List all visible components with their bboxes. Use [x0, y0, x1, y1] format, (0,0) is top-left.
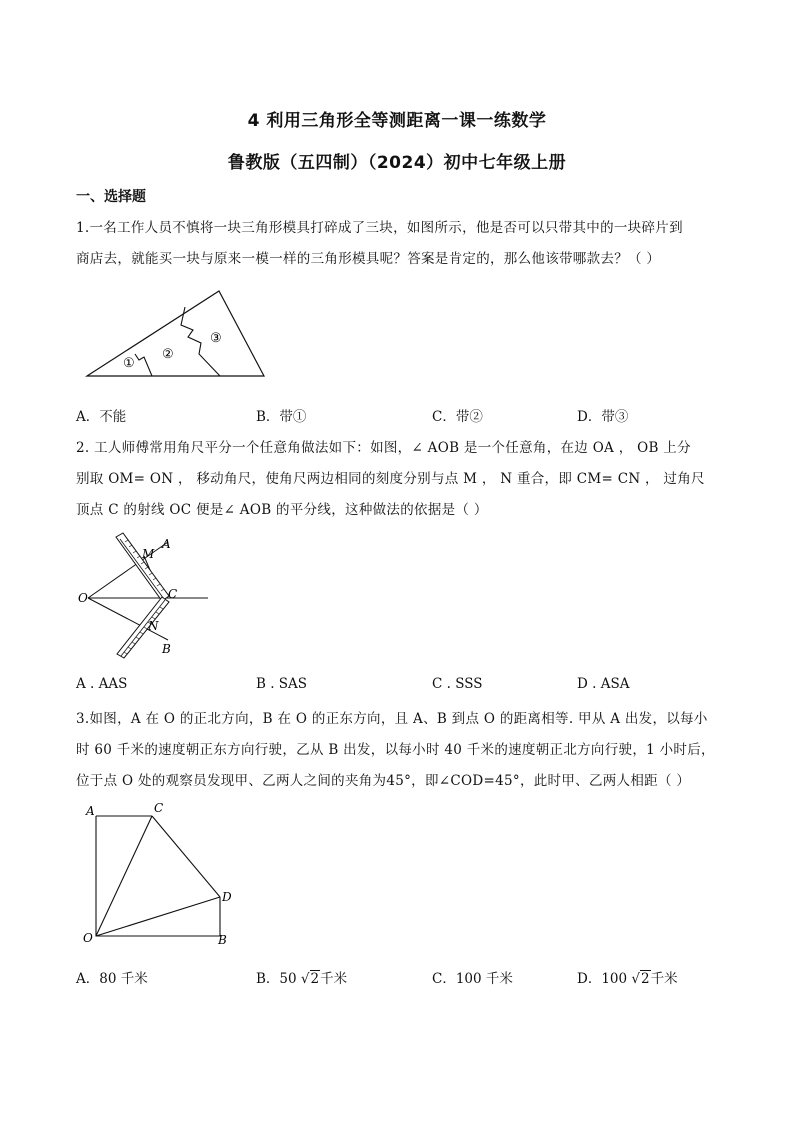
question-2-line-1: 2. 工人师傅常用角尺平分一个任意角做法如下：如图，∠ AOB 是一个任意角，在边 OA ， OB 上分	[76, 440, 691, 456]
q1-option-b[interactable]: B．带①	[256, 409, 307, 425]
q1-option-c[interactable]: C．带②	[432, 409, 483, 425]
label-c: C	[168, 587, 178, 601]
question-2-line-2: 别取 OM= ON ， 移动角尺，使角尺两边相同的刻度分别与点 M ， N 重合，即 CM= CN ， 过角尺	[76, 471, 705, 487]
q3-option-d-prefix: D．100	[577, 971, 632, 987]
label-m: M	[142, 547, 155, 561]
label-n: N	[148, 619, 159, 633]
frame-aob	[96, 816, 220, 936]
label-b: B	[218, 933, 227, 947]
q1-option-a[interactable]: A．不能	[76, 409, 127, 425]
label-a: A	[162, 537, 171, 551]
segment-cd	[152, 816, 220, 897]
question-3-line-3: 位于点 O 处的观察员发现甲、乙两人之间的夹角为45°，即∠COD=45°，此时甲、乙两人相距（ ）	[76, 773, 691, 789]
label-c: C	[154, 801, 164, 815]
label-b: B	[162, 642, 171, 656]
q1-option-d[interactable]: D．带③	[577, 409, 629, 425]
q2-option-d[interactable]: D . ASA	[577, 676, 630, 692]
question-3-line-1: 3.如图，A 在 O 的正北方向，B 在 O 的正东方向，且 A、B 到点 O 的距离相等. 甲从 A 出发，以每小	[76, 711, 708, 727]
question-2-line-3: 顶点 C 的射线 OC 便是∠ AOB 的平分线，这种做法的依据是（ ）	[76, 502, 488, 518]
q2-option-b[interactable]: B . SAS	[256, 676, 308, 692]
piece-label-2: ②	[162, 347, 174, 362]
section-heading: 一、选择题	[76, 189, 146, 205]
q3-option-c-text: C．100 千米	[432, 971, 513, 987]
sqrt-symbol: √2	[300, 971, 320, 987]
label-o: O	[83, 931, 93, 945]
page-title: 4 利用三角形全等测距离一课一练数学	[247, 111, 547, 131]
q3-option-d-radicand: 2	[641, 971, 650, 987]
break-line-1	[135, 354, 152, 376]
label-d: D	[222, 890, 232, 904]
q3-option-d[interactable]	[577, 967, 678, 987]
triangle-outline	[87, 291, 264, 376]
direction-distance-figure	[76, 798, 246, 950]
label-a: A	[86, 804, 95, 818]
q3-option-b-prefix: B．50	[256, 971, 301, 987]
q2-option-c[interactable]: C . SSS	[432, 676, 483, 692]
q3-option-b-radicand: 2	[310, 971, 320, 987]
q3-option-b[interactable]	[256, 967, 347, 987]
question-1-line-1: 1.一名工作人员不慎将一块三角形模具打碎成了三块，如图所示，他是否可以只带其中的一块碎片到	[76, 220, 683, 236]
piece-label-1: ①	[123, 356, 135, 371]
segment-od	[96, 897, 220, 936]
segment-oc	[96, 816, 152, 936]
q2-option-a[interactable]: A . AAS	[76, 676, 128, 692]
label-o: O	[78, 591, 88, 605]
question-3-line-2: 时 60 千米的速度朝正东方向行驶，乙从 B 出发，以每小时 40 千米的速度朝正北方向行驶，1 小时后，	[76, 742, 715, 758]
q3-option-d-unit: 千米	[650, 971, 678, 987]
piece-label-3: ③	[210, 331, 222, 346]
q3-option-a-text: A．80 千米	[76, 971, 148, 987]
broken-triangle-figure	[80, 285, 275, 385]
page-subtitle: 鲁教版（五四制）（2024）初中七年级上册	[227, 153, 567, 173]
angle-bisector-ruler-figure	[76, 530, 216, 660]
q3-option-c[interactable]	[432, 967, 513, 987]
q3-option-b-unit: 千米	[320, 971, 348, 987]
question-1-line-2: 商店去，就能买一块与原来一模一样的三角形模具呢？答案是肯定的，那么他该带哪款去？（ ）	[76, 251, 661, 267]
q3-option-a[interactable]	[76, 967, 148, 987]
sqrt-symbol: √2	[631, 971, 650, 987]
